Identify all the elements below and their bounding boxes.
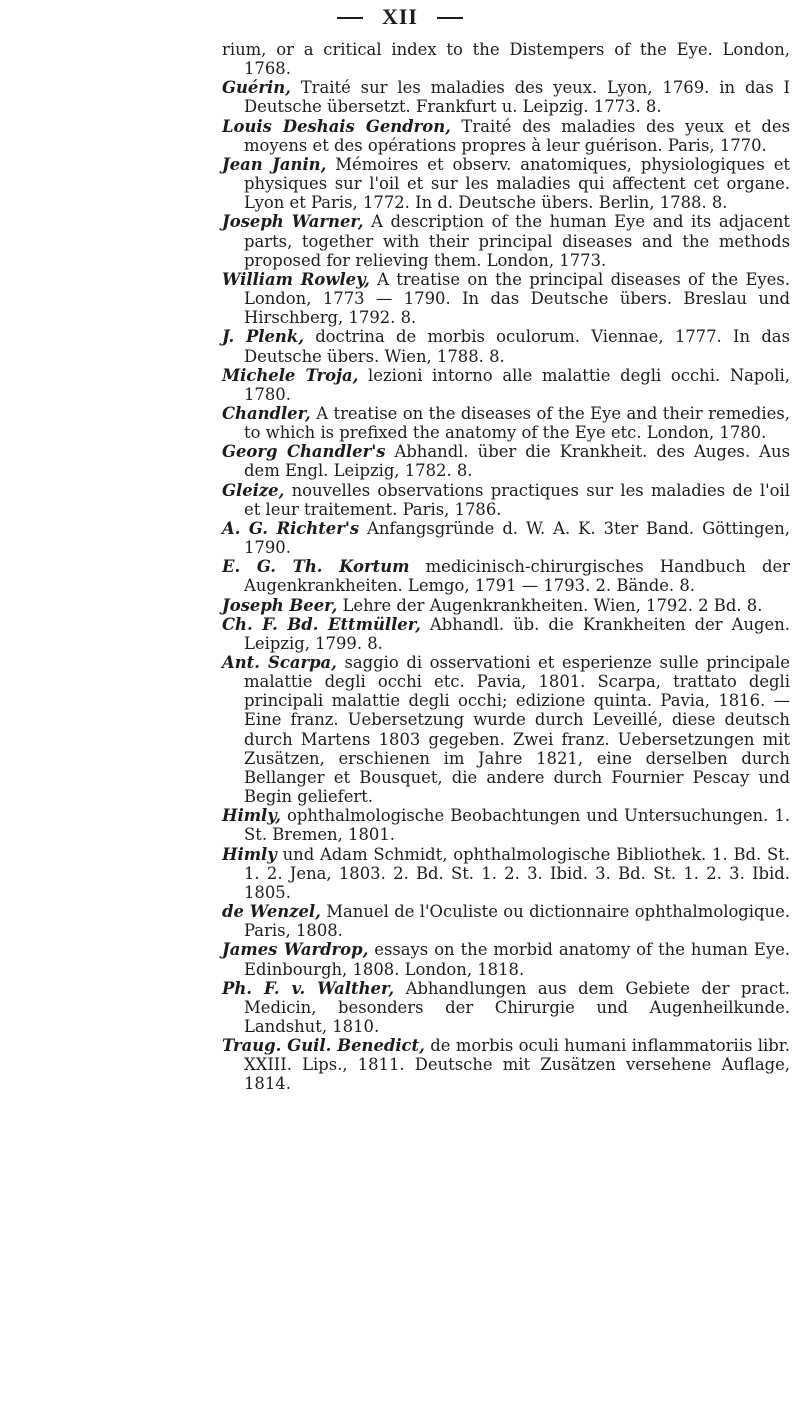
entry-text: A treatise on the principal diseases of the Eyes. London, 1773 — 1790. In das Deutsche übers. Breslau und Hirschberg, 1792. 8. — [244, 269, 790, 328]
entry-text: Lehre der Augenkrankheiten. Wien, 1792. 2 Bd. 8. — [337, 595, 763, 615]
bibliography-entry — [222, 806, 790, 844]
entry-author: Traug. Guil. Benedict, — [222, 1036, 425, 1056]
bibliography-entry — [222, 40, 790, 78]
entry-author: de Wenzel, — [222, 902, 321, 922]
bibliography-entry — [222, 557, 790, 595]
entry-author: William Rowley, — [222, 269, 370, 289]
entry-author: E. G. Th. Kortum — [222, 557, 410, 577]
bibliography-entry — [222, 155, 790, 212]
entry-author: Ph. F. v. Walther, — [222, 978, 395, 998]
entry-author: James Wardrop, — [222, 940, 369, 960]
entry-text: doctrina de morbis oculorum. Viennae, 1777. In das Deutsche übers. Wien, 1788. 8. — [244, 327, 790, 366]
entry-author: Guérin, — [222, 78, 291, 98]
entry-text: Traité sur les maladies des yeux. Lyon, 1769. in das I Deutsche übersetzt. Frankfurt u. Leipzig. 1773. 8. — [244, 78, 790, 117]
bibliography-entry — [222, 212, 790, 269]
entry-author: Louis Deshais Gendron, — [222, 116, 451, 136]
entry-text: Abhandl. über die Krankheit. des Auges. Aus dem Engl. Leipzig, 1782. 8. — [244, 442, 790, 481]
bibliography-entry — [222, 615, 790, 653]
header-dash-left — [337, 17, 363, 19]
page-number: XII — [381, 4, 418, 29]
entry-author: Georg Chandler's — [222, 442, 386, 462]
entry-author: Joseph Warner, — [222, 212, 364, 232]
entry-author: Ant. Scarpa, — [222, 653, 337, 672]
entry-author: Joseph Beer, — [222, 595, 338, 615]
bibliography-entry — [222, 481, 790, 519]
entry-text: Manuel de l'Oculiste ou dictionnaire ophthalmologique. Paris, 1808. — [244, 902, 791, 941]
entry-text: saggio di osservationi et esperienze sulle principale malattie degli occhi etc. Pavia, 1801. Scarpa, trattato degli principali malattie degli occhi; edizione quinta. Pavia, 1816. — Eine franz. Uebersetzung wurde durch Leveillé, diese deutsch durch Martens 1803 gegeben. Zwei franz. Uebersetzungen mit Zusätzen, erschienen im Jahre 1821, eine derselben durch Bellanger et Bousquet, die andere durch Fournier Pescay und Begin geliefert. — [244, 653, 790, 807]
bibliography-entry — [222, 596, 790, 615]
bibliography-entry — [222, 78, 790, 116]
bibliography-entry — [222, 902, 790, 940]
entry-author: A. G. Richter's — [222, 518, 360, 538]
bibliography-entry — [222, 845, 790, 902]
bibliography-entry — [222, 519, 790, 557]
bibliography-list — [222, 40, 790, 1094]
bibliography-entry — [222, 327, 790, 365]
entry-author: Ch. F. Bd. Ettmüller, — [222, 614, 421, 634]
bibliography-entry — [222, 653, 790, 806]
bibliography-entry — [222, 404, 790, 442]
bibliography-entry — [222, 979, 790, 1036]
entry-text: essays on the morbid anatomy of the human Eye. Edinbourgh, 1808. London, 1818. — [244, 940, 790, 979]
bibliography-entry — [222, 1036, 790, 1093]
entry-text: ophthalmologische Beobachtungen und Untersuchungen. 1. St. Bremen, 1801. — [244, 806, 790, 845]
bibliography-entry — [222, 270, 790, 327]
entry-author: Chandler, — [222, 403, 311, 423]
header-dash-right — [437, 17, 463, 19]
entry-text: Abhandlungen aus dem Gebiete der pract. Medicin, besonders der Chirurgie und Augenheilkunde. Landshut, 1810. — [244, 978, 790, 1036]
entry-author: Jean Janin, — [222, 154, 327, 174]
bibliography-entry — [222, 940, 790, 978]
entry-text: rium, or a critical index to the Distempers of the Eye. London, 1768. — [222, 40, 790, 79]
entry-author: Michele Troja, — [222, 365, 359, 385]
entry-text: A treatise on the diseases of the Eye and their remedies, to which is prefixed the anatomy of the Eye etc. London, 1780. — [244, 403, 790, 443]
entry-text: Mémoires et observ. anatomiques, physiologiques et physiques sur l'oil et sur les maladies qui affectent cet organe. Lyon et Paris, 1772. In d. Deutsche übers. Berlin, 1788. 8. — [244, 154, 790, 213]
entry-text: und Adam Schmidt, ophthalmologische Bibliothek. 1. Bd. St. 1. 2. Jena, 1803. 2. Bd. St. 1. 2. 3. Ibid. 3. Bd. St. 1. 2. 3. Ibid. 1805. — [244, 844, 790, 902]
entry-text: de morbis oculi humani inflammatoriis libr. XXIII. Lips., 1811. Deutsche mit Zusätzen versehene Auflage, 1814. — [244, 1036, 790, 1094]
entry-text: lezioni intorno alle malattie degli occhi. Napoli, 1780. — [244, 365, 790, 404]
entry-author: Himly — [222, 844, 277, 864]
entry-text: Anfangsgründe d. W. A. K. 3ter Band. Göttingen, 1790. — [244, 518, 790, 558]
entry-author: Himly, — [222, 806, 281, 826]
entry-author: J. Plenk, — [222, 327, 304, 347]
entry-text: medicinisch-chirurgisches Handbuch der Augenkrankheiten. Lemgo, 1791 — 1793. 2. Bände. 8. — [244, 557, 790, 596]
bibliography-entry — [222, 442, 790, 480]
entry-author: Gleize, — [222, 480, 285, 500]
entry-text: A description of the human Eye and its adjacent parts, together with their principal diseases and the methods proposed for relieving them. London, 1773. — [244, 212, 790, 270]
entry-text: nouvelles observations practiques sur les maladies de l'oil et leur traitement. Paris, 1786. — [244, 480, 790, 519]
bibliography-entry — [222, 117, 790, 155]
entry-text: Traité des maladies des yeux et des moyens et des opérations propres à leur guérison. Paris, 1770. — [244, 116, 790, 155]
page-header — [0, 4, 800, 30]
bibliography-entry — [222, 366, 790, 404]
entry-text: Abhandl. üb. die Krankheiten der Augen. Leipzig, 1799. 8. — [244, 614, 790, 653]
